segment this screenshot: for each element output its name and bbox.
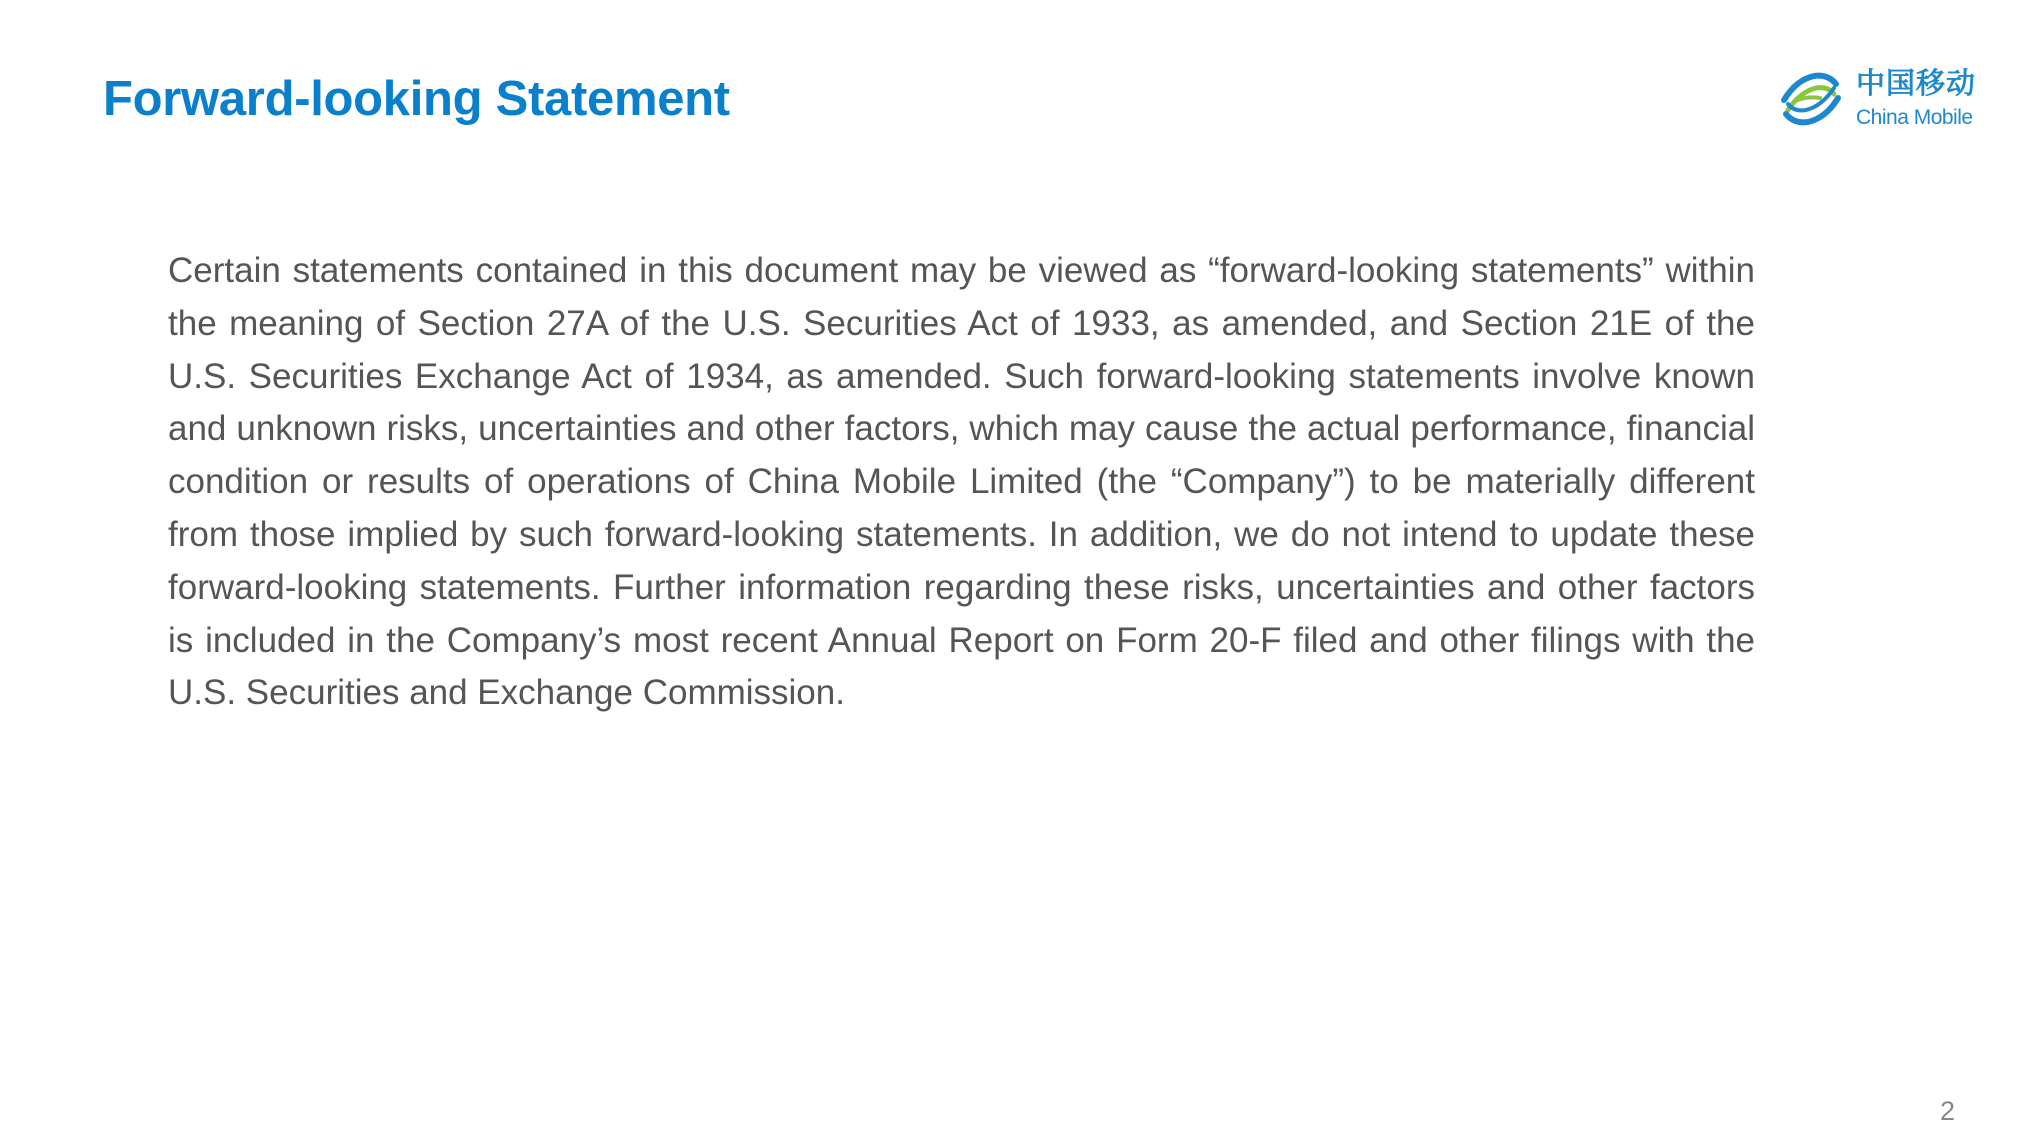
china-mobile-logo-icon: [1778, 66, 1844, 132]
slide-title: Forward-looking Statement: [103, 72, 730, 126]
forward-looking-statement-text: Certain statements contained in this document may be viewed as “forward-looking statements” within the meaning of Section 27A of the U.S. Securities Act of 1933, as amended, and Section 21E of the U.S. Securities Exchange Act of 1934, as amended. Such forward-looking statements involve known and unknown risks, uncertainties and other factors, which may cause the actual performance, financial condition or results of operations of China Mobile Limited (the “Company”) to be materially different from those implied by such forward-looking statements. In addition, we do not intend to update these forward-looking statements. Further information regarding these risks, uncertainties and other factors is included in the Company’s most recent Annual Report on Form 20-F filed and other filings with the U.S. Securities and Exchange Commission.: [168, 251, 1755, 713]
logo-chinese-name: 中国移动: [1856, 66, 1977, 100]
china-mobile-logo: [1778, 66, 1988, 136]
page-number: 2: [1940, 1096, 1956, 1126]
logo-english-name: China Mobile: [1856, 106, 1973, 129]
